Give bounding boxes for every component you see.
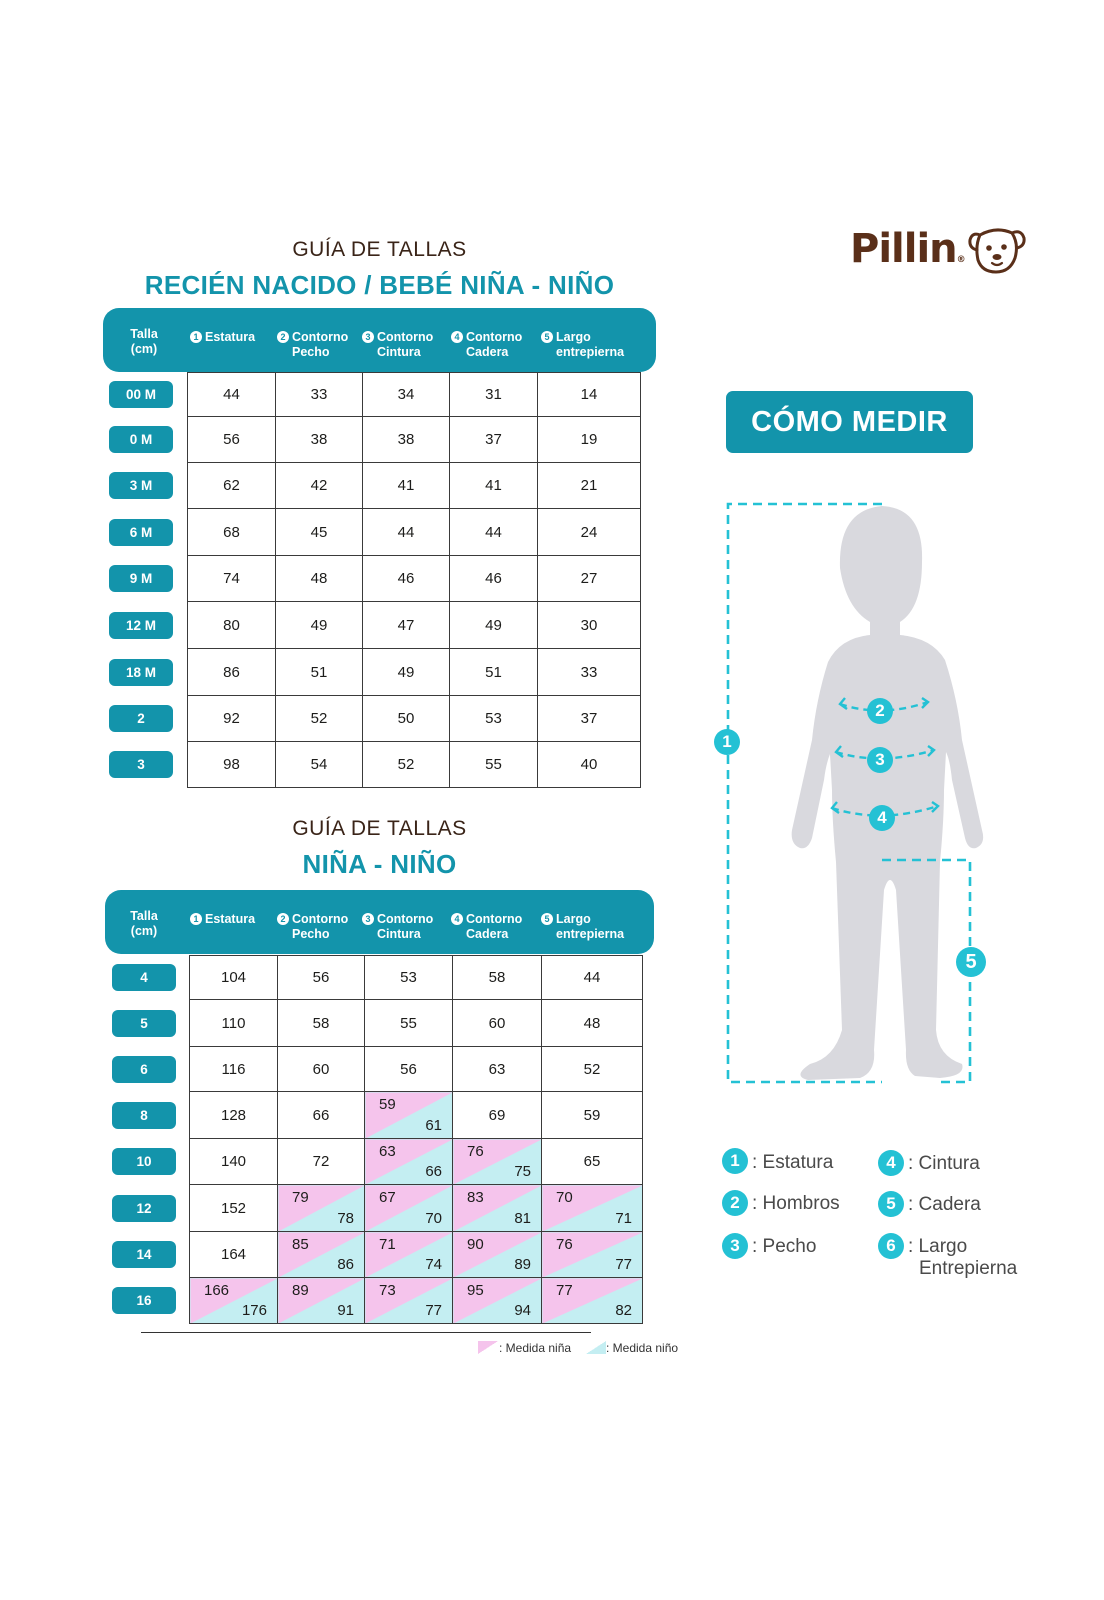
table-cell: 55 [365, 1000, 453, 1047]
legend-label-1: : Estatura [752, 1152, 834, 1173]
table-cell: 63 [453, 1047, 542, 1092]
boy-value: 66 [425, 1163, 442, 1180]
header-line1: Talla [130, 327, 158, 341]
boy-value: 89 [514, 1256, 531, 1273]
header-cell-0 [124, 909, 164, 939]
table-cell: 72 [278, 1139, 365, 1185]
table-cell: 80 [188, 602, 276, 649]
figure-marker-5: 5 [956, 947, 986, 977]
boy-value: 77 [615, 1256, 632, 1273]
table-cell: 86 [188, 649, 276, 696]
header-cell-4 [451, 912, 522, 942]
legend-label-2: : Hombros [752, 1193, 840, 1214]
header-cell-4 [451, 330, 522, 360]
table-cell: 56 [365, 1047, 453, 1092]
key-divider [141, 1332, 591, 1333]
child-silhouette-figure [700, 490, 1010, 1100]
boy-key-label: : Medida niño [606, 1341, 679, 1355]
size-label: 16 [112, 1287, 176, 1314]
table-row [190, 1278, 643, 1324]
girl-value: 73 [379, 1282, 396, 1299]
table-cell: 19 [538, 417, 641, 463]
boy-value: 86 [337, 1256, 354, 1273]
header-number-icon: 3 [362, 913, 374, 925]
header-line1: Contorno [377, 330, 434, 344]
boy-value: 94 [514, 1302, 531, 1319]
table-cell: 45 [276, 509, 363, 556]
table-cell: 46 [363, 556, 450, 602]
table-cell: 33 [538, 649, 641, 696]
header-number-icon: 4 [451, 913, 463, 925]
figure-marker-3: 3 [867, 747, 893, 773]
legend-label-6: : Largo [908, 1236, 968, 1257]
size-label: 10 [112, 1148, 176, 1175]
header-number-icon: 1 [190, 913, 202, 925]
table-cell: 44 [363, 509, 450, 556]
table-cell: 51 [276, 649, 363, 696]
table-cell-split [453, 1139, 542, 1185]
table-cell: 62 [188, 463, 276, 509]
header-line2: entrepierna [556, 345, 625, 359]
table-cell-split [365, 1185, 453, 1232]
table-cell: 152 [190, 1185, 278, 1232]
table-cell: 34 [363, 373, 450, 417]
table-cell: 56 [188, 417, 276, 463]
boy-value: 61 [425, 1117, 442, 1134]
girl-value: 76 [556, 1236, 573, 1253]
size-label: 4 [112, 964, 176, 991]
size-label: 5 [112, 1010, 176, 1037]
table-cell: 40 [538, 742, 641, 788]
table-cell: 164 [190, 1232, 278, 1278]
table-cell: 48 [542, 1000, 643, 1047]
legend-marker-5: 5 [878, 1191, 904, 1217]
table-cell-split [542, 1278, 643, 1324]
table-cell: 50 [363, 696, 450, 742]
section2-kicker: GUÍA DE TALLAS [292, 817, 467, 840]
table-cell: 37 [538, 696, 641, 742]
table-cell: 58 [278, 1000, 365, 1047]
table-cell: 59 [542, 1092, 643, 1139]
table-cell: 38 [276, 417, 363, 463]
boy-value: 81 [514, 1210, 531, 1227]
brand-name: Pillin [850, 226, 957, 272]
section1-table-header [103, 308, 656, 372]
header-line2: Cintura [377, 345, 421, 359]
table-cell: 33 [276, 373, 363, 417]
table-cell: 49 [363, 649, 450, 696]
section1-title: RECIÉN NACIDO / BEBÉ NIÑA - NIÑO [144, 270, 615, 300]
boy-value: 75 [514, 1163, 531, 1180]
girl-value: 67 [379, 1189, 396, 1206]
header-number-icon: 4 [451, 331, 463, 343]
table-cell: 55 [450, 742, 538, 788]
table-cell: 37 [450, 417, 538, 463]
legend-label-5: : Cadera [908, 1194, 981, 1215]
table-cell: 104 [190, 956, 278, 1000]
size-label: 00 M [109, 381, 173, 408]
header-cell-5 [541, 912, 624, 942]
girl-key-label: : Medida niña [499, 1341, 572, 1355]
girl-value: 85 [292, 1236, 309, 1253]
table-row [188, 742, 641, 788]
table-cell: 110 [190, 1000, 278, 1047]
legend-label-6-line2: Entrepierna [919, 1258, 1018, 1279]
table-cell: 30 [538, 602, 641, 649]
section2-table-header [105, 890, 654, 954]
table-cell: 38 [363, 417, 450, 463]
boy-value: 70 [425, 1210, 442, 1227]
table-cell-split [542, 1185, 643, 1232]
header-cell-1 [190, 330, 255, 345]
table-cell: 92 [188, 696, 276, 742]
girl-value: 70 [556, 1189, 573, 1206]
size-label: 3 [109, 751, 173, 778]
boy-value: 77 [425, 1302, 442, 1319]
header-line2: Cintura [377, 927, 421, 941]
table-row [190, 1000, 643, 1047]
header-number-icon: 2 [277, 331, 289, 343]
table-cell: 24 [538, 509, 641, 556]
header-cell-5 [541, 330, 624, 360]
boy-value: 82 [615, 1302, 632, 1319]
table-row [188, 463, 641, 509]
table-cell: 42 [276, 463, 363, 509]
table-cell: 53 [450, 696, 538, 742]
legend-marker-6: 6 [878, 1233, 904, 1259]
size-label: 14 [112, 1241, 176, 1268]
table-row [188, 556, 641, 602]
header-line2: Pecho [292, 345, 330, 359]
table-cell: 53 [365, 956, 453, 1000]
table-row [190, 1047, 643, 1092]
girl-value: 90 [467, 1236, 484, 1253]
table-cell: 44 [542, 956, 643, 1000]
figure-marker-2: 2 [867, 698, 893, 724]
header-number-icon: 5 [541, 913, 553, 925]
table-row [190, 1139, 643, 1185]
table-row [188, 602, 641, 649]
table-cell: 51 [450, 649, 538, 696]
table-row [188, 509, 641, 556]
legend-marker-4: 4 [878, 1150, 904, 1176]
legend-marker-3: 3 [722, 1233, 748, 1259]
header-line2: (cm) [130, 342, 158, 356]
table-cell: 46 [450, 556, 538, 602]
girl-value: 63 [379, 1143, 396, 1160]
table-cell: 48 [276, 556, 363, 602]
table-row [188, 417, 641, 463]
size-label: 3 M [109, 472, 173, 499]
header-cell-2 [277, 912, 348, 942]
header-line1: Largo [556, 912, 591, 926]
size-label: 2 [109, 705, 173, 732]
header-line1: Talla [130, 909, 158, 923]
size-label: 12 [112, 1195, 176, 1222]
dog-mascot-icon [968, 226, 1026, 276]
table-cell-split [365, 1139, 453, 1185]
table-cell: 69 [453, 1092, 542, 1139]
table-cell: 52 [542, 1047, 643, 1092]
legend-label-3: : Pecho [752, 1236, 817, 1257]
table-cell: 116 [190, 1047, 278, 1092]
table-cell: 41 [363, 463, 450, 509]
girl-value: 77 [556, 1282, 573, 1299]
table-row [188, 373, 641, 417]
legend-marker-1: 1 [722, 1148, 748, 1174]
table-cell: 60 [453, 1000, 542, 1047]
table-cell-split [365, 1232, 453, 1278]
table-row [190, 956, 643, 1000]
table-cell: 128 [190, 1092, 278, 1139]
section2-size-table [189, 955, 643, 1324]
table-cell: 140 [190, 1139, 278, 1185]
table-cell-split [278, 1232, 365, 1278]
table-cell-split [453, 1232, 542, 1278]
girl-value: 79 [292, 1189, 309, 1206]
size-label: 18 M [109, 659, 173, 686]
table-cell: 44 [188, 373, 276, 417]
header-line1: Contorno [466, 330, 523, 344]
header-cell-3 [362, 912, 433, 942]
boy-value: 74 [425, 1256, 442, 1273]
girl-value: 83 [467, 1189, 484, 1206]
table-cell: 41 [450, 463, 538, 509]
header-cell-2 [277, 330, 348, 360]
header-line1: Contorno [377, 912, 434, 926]
table-row [190, 1092, 643, 1139]
header-number-icon: 2 [277, 913, 289, 925]
header-line1: Contorno [466, 912, 523, 926]
table-row [188, 696, 641, 742]
table-cell: 49 [276, 602, 363, 649]
table-cell-split [453, 1185, 542, 1232]
size-label: 6 [112, 1056, 176, 1083]
size-label: 9 M [109, 565, 173, 592]
figure-marker-4: 4 [869, 805, 895, 831]
size-label: 8 [112, 1102, 176, 1129]
girl-value: 76 [467, 1143, 484, 1160]
girl-value: 95 [467, 1282, 484, 1299]
table-row [190, 1232, 643, 1278]
header-line2: (cm) [130, 924, 158, 938]
table-cell: 44 [450, 509, 538, 556]
header-cell-0 [124, 327, 164, 357]
girl-swatch [478, 1341, 498, 1354]
header-line2: Cadera [466, 345, 509, 359]
section2-title: NIÑA - NIÑO [302, 849, 457, 879]
header-line1: Estatura [205, 912, 256, 926]
boy-swatch [586, 1341, 606, 1354]
table-row [188, 649, 641, 696]
header-line1: Largo [556, 330, 591, 344]
table-cell: 68 [188, 509, 276, 556]
boy-value: 78 [337, 1210, 354, 1227]
legend-marker-2: 2 [722, 1190, 748, 1216]
size-label: 0 M [109, 426, 173, 453]
boy-value: 176 [241, 1302, 267, 1319]
table-row [190, 1185, 643, 1232]
table-cell-split [365, 1278, 453, 1324]
header-number-icon: 5 [541, 331, 553, 343]
table-cell-split [278, 1185, 365, 1232]
table-cell: 14 [538, 373, 641, 417]
boy-value: 71 [615, 1210, 632, 1227]
table-cell: 65 [542, 1139, 643, 1185]
girl-value: 166 [204, 1282, 230, 1299]
table-cell: 58 [453, 956, 542, 1000]
pillin-logo [850, 226, 965, 272]
table-cell: 60 [278, 1047, 365, 1092]
table-cell: 49 [450, 602, 538, 649]
size-label: 6 M [109, 519, 173, 546]
table-cell: 47 [363, 602, 450, 649]
header-line2: Cadera [466, 927, 509, 941]
how-to-measure-title: CÓMO MEDIR [726, 391, 973, 453]
header-line2: Pecho [292, 927, 330, 941]
table-cell: 27 [538, 556, 641, 602]
section1-kicker: GUÍA DE TALLAS [292, 238, 467, 261]
legend-label-4: : Cintura [908, 1153, 980, 1174]
table-cell-split [278, 1278, 365, 1324]
table-cell-split [453, 1278, 542, 1324]
header-line1: Contorno [292, 912, 349, 926]
header-line2: entrepierna [556, 927, 625, 941]
girl-value: 89 [292, 1282, 309, 1299]
header-number-icon: 3 [362, 331, 374, 343]
girl-value: 71 [379, 1236, 396, 1253]
size-label: 12 M [109, 612, 173, 639]
table-cell: 98 [188, 742, 276, 788]
section1-size-table [187, 372, 641, 788]
table-cell: 54 [276, 742, 363, 788]
table-cell: 52 [276, 696, 363, 742]
header-line1: Contorno [292, 330, 349, 344]
header-number-icon: 1 [190, 331, 202, 343]
table-cell: 56 [278, 956, 365, 1000]
girl-value: 59 [379, 1096, 396, 1113]
header-cell-1 [190, 912, 255, 927]
table-cell-split [190, 1278, 278, 1324]
header-cell-3 [362, 330, 433, 360]
boy-value: 91 [337, 1302, 354, 1319]
table-cell-split [365, 1092, 453, 1139]
table-cell: 31 [450, 373, 538, 417]
table-cell-split [542, 1232, 643, 1278]
table-cell: 66 [278, 1092, 365, 1139]
table-cell: 52 [363, 742, 450, 788]
table-cell: 74 [188, 556, 276, 602]
header-line1: Estatura [205, 330, 256, 344]
registered-mark: ® [956, 255, 965, 265]
table-cell: 21 [538, 463, 641, 509]
figure-marker-1: 1 [714, 729, 740, 755]
